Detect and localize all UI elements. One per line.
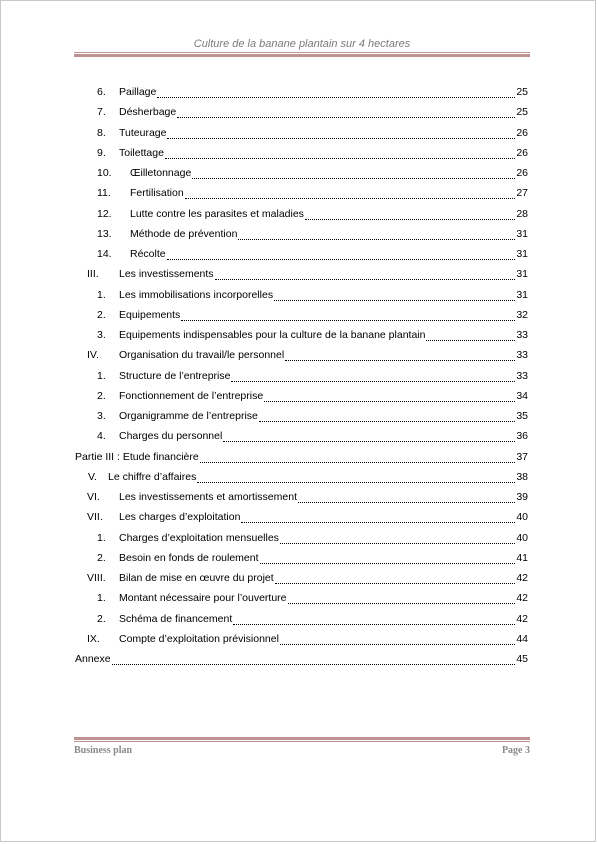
toc-entry-number: 1.: [97, 531, 106, 544]
toc-entry[interactable]: [87, 485, 528, 503]
toc-dot-leader: [181, 311, 515, 321]
toc-entry-page: 28: [516, 207, 528, 220]
toc-entry[interactable]: [97, 161, 528, 179]
toc-entry-page: 44: [516, 632, 528, 645]
toc-entry-page: 27: [516, 187, 528, 200]
toc-dot-leader: [264, 392, 515, 402]
toc-entry-number: 2.: [97, 612, 106, 625]
toc-entry-page: 36: [516, 430, 528, 443]
toc-entry[interactable]: [87, 505, 528, 524]
toc-entry-number: 2.: [97, 389, 106, 402]
toc-entry-page: 25: [516, 106, 528, 119]
toc-entry-label: Œilletonnage: [130, 167, 192, 179]
toc-entry[interactable]: [88, 465, 528, 483]
toc-entry-page: 39: [516, 491, 528, 503]
toc-entry[interactable]: [97, 100, 528, 119]
toc-entry[interactable]: [97, 80, 528, 98]
toc-entry-number: 9.: [97, 146, 106, 159]
toc-entry[interactable]: [97, 424, 528, 443]
toc-entry-label: Tuteurage: [119, 126, 167, 139]
toc-entry-label: Montant nécessaire pour l’ouverture: [119, 592, 287, 605]
toc-entry-label: Organigramme de l’entreprise: [119, 410, 258, 422]
toc-entry-number: 11.: [97, 187, 111, 200]
toc-dot-leader: [157, 88, 515, 98]
toc-entry[interactable]: [97, 586, 528, 605]
toc-dot-leader: [215, 270, 516, 280]
toc-dot-leader: [259, 412, 515, 422]
toc-entry-page: 31: [516, 288, 528, 301]
toc-entry-page: 42: [516, 612, 528, 625]
toc-entry-page: 34: [516, 389, 528, 402]
toc-entry[interactable]: [97, 141, 528, 159]
toc-entry[interactable]: [97, 181, 528, 200]
toc-entry-label: Paillage: [119, 86, 157, 98]
toc-entry-number: VII.: [87, 511, 103, 524]
toc-dot-leader: [426, 331, 515, 341]
toc-dot-leader: [231, 372, 515, 382]
toc-dot-leader: [167, 250, 516, 260]
toc-dot-leader: [241, 513, 515, 523]
toc-entry-page: 26: [516, 146, 528, 159]
toc-entry-label: Annexe: [75, 653, 111, 665]
toc-dot-leader: [200, 453, 516, 463]
toc-entry-label: Les investissements et amortissement: [119, 491, 297, 503]
toc-entry-label: Schéma de financement: [119, 612, 233, 625]
toc-entry-label: Partie III : Etude financière: [75, 450, 199, 463]
toc-entry-label: Le chiffre d’affaires: [108, 470, 197, 483]
toc-entry[interactable]: [87, 627, 528, 645]
toc-entry-label: Equipements indispensables pour la culture de la banane plantain: [119, 329, 426, 341]
toc-entry-number: 1.: [97, 592, 106, 605]
toc-entry[interactable]: [97, 121, 528, 139]
toc-entry-number: VI.: [87, 491, 100, 503]
toc-entry-label: Désherbage: [119, 106, 177, 119]
toc-entry-number: 7.: [97, 106, 106, 119]
toc-entry-page: 33: [516, 349, 528, 362]
toc-entry[interactable]: [87, 566, 528, 584]
toc-entry[interactable]: [97, 384, 528, 402]
footer-left-text: Business plan: [74, 745, 133, 756]
toc-entry-number: IV.: [87, 349, 99, 362]
toc-entry-page: 32: [516, 308, 528, 321]
toc-dot-leader: [233, 615, 515, 625]
toc-entry-number: VIII.: [87, 572, 106, 584]
footer-rule-thin: [74, 741, 530, 742]
toc-dot-leader: [288, 594, 516, 604]
toc-entry-label: Besoin en fonds de roulement: [119, 551, 259, 564]
toc-dot-leader: [305, 210, 515, 220]
toc-entry-page: 45: [516, 653, 528, 665]
toc-entry[interactable]: [87, 343, 528, 362]
toc-entry-label: Fertilisation: [130, 187, 184, 200]
toc-dot-leader: [274, 291, 515, 301]
toc-dot-leader: [238, 230, 515, 240]
toc-entry-page: 41: [516, 551, 528, 564]
toc-entry-page: 26: [516, 167, 528, 179]
toc-entry-page: 38: [516, 470, 528, 483]
toc-entry[interactable]: [87, 262, 528, 281]
toc-entry-number: V.: [88, 470, 97, 483]
toc-entry-label: Récolte: [130, 248, 166, 260]
toc-entry-page: 40: [516, 531, 528, 544]
toc-entry-number: 2.: [97, 308, 106, 321]
toc-dot-leader: [298, 493, 515, 503]
toc-entry-page: 25: [516, 86, 528, 98]
toc-dot-leader: [280, 534, 515, 544]
toc-entry-number: 2.: [97, 551, 106, 564]
toc-dot-leader: [260, 554, 516, 564]
toc-dot-leader: [275, 574, 516, 584]
toc-entry-page: 26: [516, 126, 528, 139]
toc-entry-label: Charges du personnel: [119, 430, 223, 443]
toc-entry[interactable]: [97, 404, 528, 422]
toc-dot-leader: [165, 149, 515, 159]
toc-entry[interactable]: [75, 445, 528, 463]
toc-entry-label: Charges d’exploitation mensuelles: [119, 531, 279, 544]
header-rule-thick: [74, 54, 530, 57]
toc-entry[interactable]: [97, 546, 528, 564]
toc-entry-label: Organisation du travail/le personnel: [119, 349, 285, 362]
toc-entry[interactable]: [97, 607, 528, 625]
toc-entry-number: IX.: [87, 632, 100, 645]
toc-entry[interactable]: [97, 242, 528, 260]
toc-dot-leader: [197, 473, 515, 483]
toc-entry-number: 8.: [97, 126, 106, 139]
toc-entry-page: 31: [516, 248, 528, 260]
footer: [74, 745, 530, 756]
toc-entry-label: Les investissements: [119, 268, 214, 281]
toc-entry-number: 3.: [97, 329, 106, 341]
toc-entry[interactable]: [97, 526, 528, 544]
header-rule-thin: [74, 52, 530, 53]
toc-entry-page: 40: [516, 511, 528, 524]
toc-entry-page: 31: [516, 227, 528, 240]
toc-entry-page: 42: [516, 592, 528, 605]
toc-dot-leader: [223, 432, 515, 442]
toc-entry[interactable]: [97, 283, 528, 301]
toc-entry-number: 4.: [97, 430, 106, 443]
footer-rule-thick: [74, 737, 530, 740]
toc-entry-page: 31: [516, 268, 528, 281]
toc-entry-number: 1.: [97, 369, 106, 382]
toc-entry-number: 10.: [97, 167, 112, 179]
toc-entry-label: Toilettage: [119, 146, 164, 159]
toc-dot-leader: [112, 655, 516, 665]
toc-dot-leader: [177, 108, 515, 118]
toc-dot-leader: [167, 129, 515, 139]
footer-page-number: Page 3: [501, 745, 530, 756]
toc-entry-number: 3.: [97, 410, 106, 422]
toc-entry-label: Les charges d’exploitation: [119, 511, 241, 524]
toc-entry-page: 37: [516, 450, 528, 463]
toc-entry-number: 13.: [97, 227, 112, 240]
toc-entry-label: Equipements: [119, 308, 181, 321]
toc-entry-page: 42: [516, 572, 528, 584]
toc-entry-number: III.: [87, 268, 99, 281]
toc-entry-label: Lutte contre les parasites et maladies: [130, 207, 304, 220]
toc-entry-number: 6.: [97, 86, 106, 98]
toc-entry-number: 14.: [97, 248, 112, 260]
toc-entry-label: Fonctionnement de l’entreprise: [119, 389, 264, 402]
toc-entry-label: Les immobilisations incorporelles: [119, 288, 274, 301]
toc-entry-label: Bilan de mise en œuvre du projet: [119, 572, 274, 584]
toc-entry-page: 33: [516, 329, 528, 341]
toc-dot-leader: [285, 351, 515, 361]
header-title: Culture de la banane plantain sur 4 hectares: [193, 38, 411, 50]
toc-entry[interactable]: [97, 303, 528, 321]
toc-dot-leader: [185, 189, 516, 199]
toc-entry-page: 35: [516, 410, 528, 422]
toc-entry[interactable]: [97, 323, 528, 341]
toc-dot-leader: [192, 169, 515, 179]
toc-entry-label: Structure de l’entreprise: [119, 369, 231, 382]
toc-entry[interactable]: [75, 647, 528, 665]
toc-entry-number: 12.: [97, 207, 112, 220]
toc-entry-label: Compte d’exploitation prévisionnel: [119, 632, 279, 645]
toc-dot-leader: [280, 635, 515, 645]
toc-entry-page: 33: [516, 369, 528, 382]
toc-entry-number: 1.: [97, 288, 106, 301]
toc-entry[interactable]: [97, 364, 528, 382]
toc-entry-label: Méthode de prévention: [130, 227, 238, 240]
toc-entry[interactable]: [97, 202, 528, 220]
toc-entry[interactable]: [97, 222, 528, 240]
